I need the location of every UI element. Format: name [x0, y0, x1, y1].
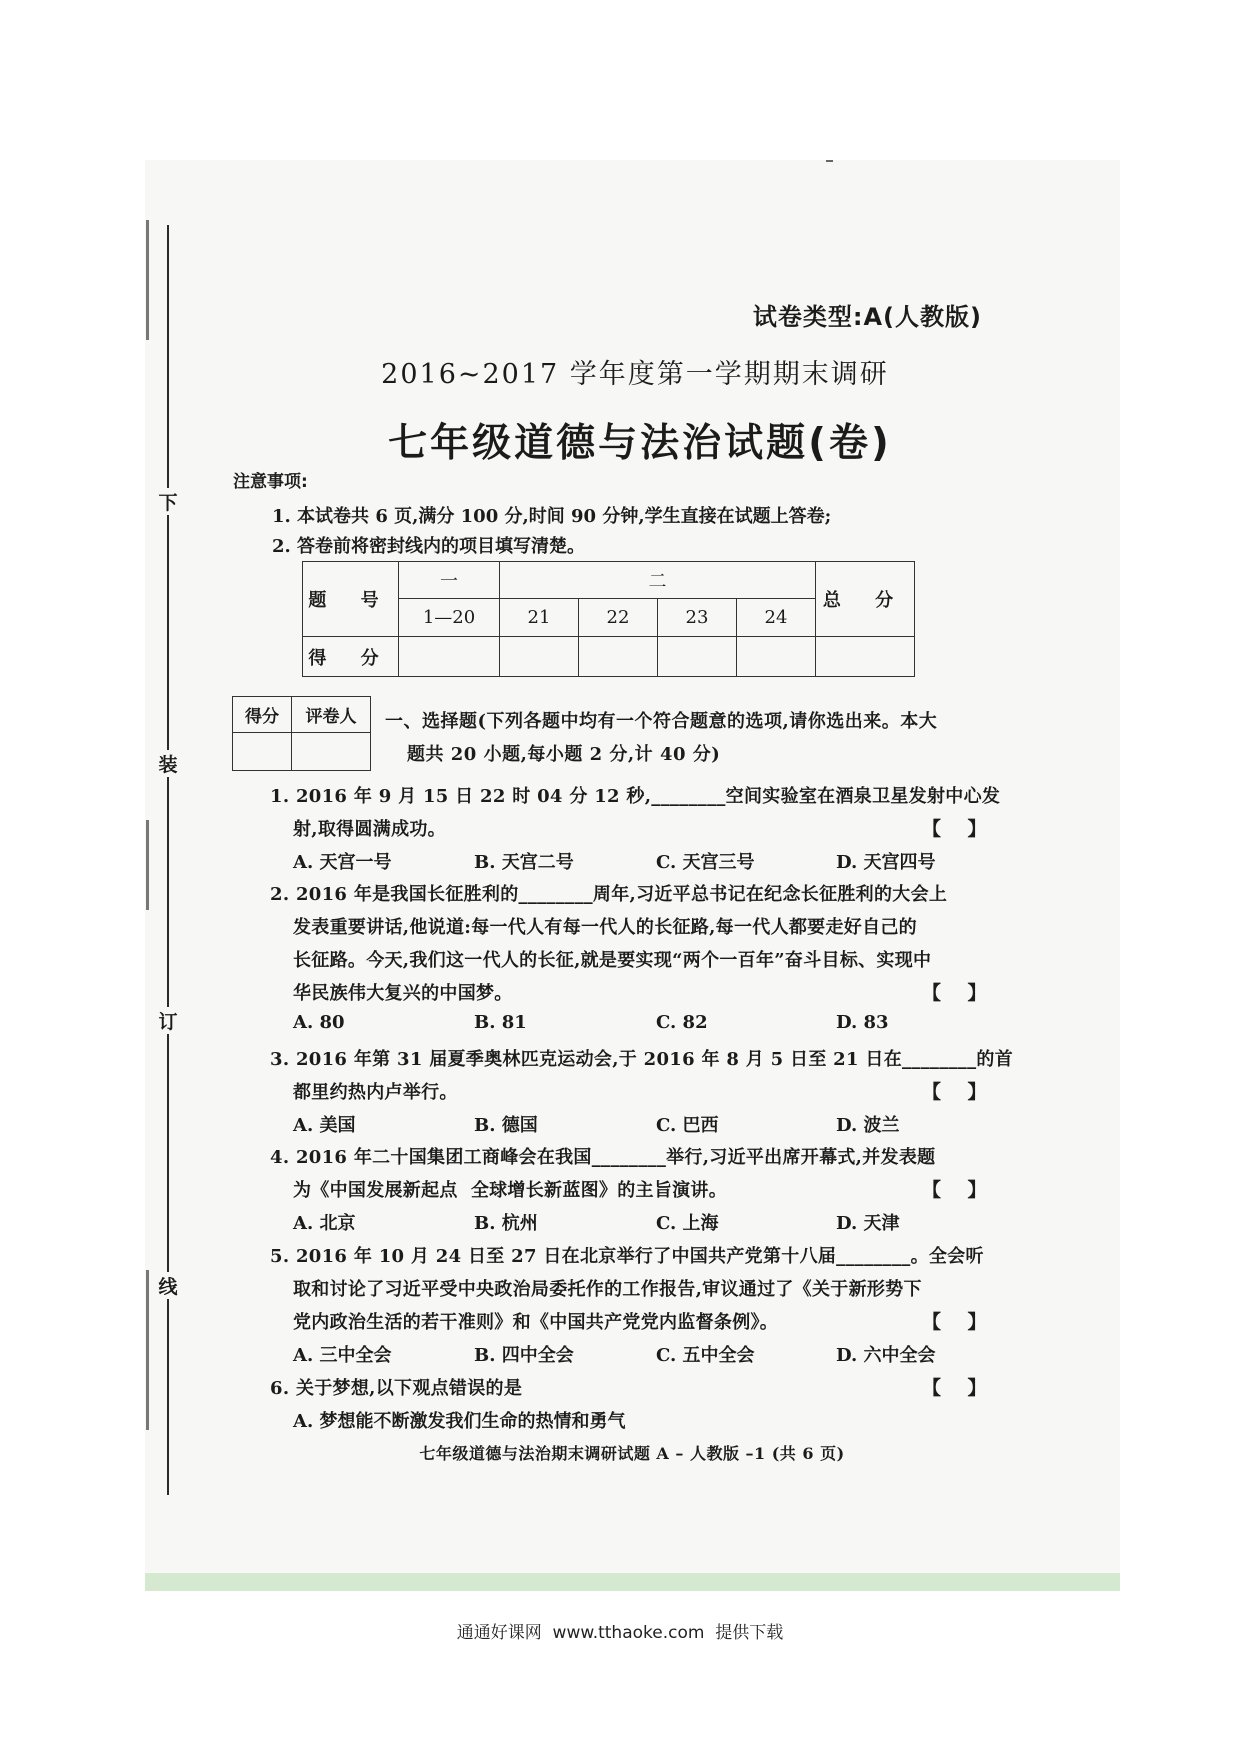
question-4-line: 为《中国发展新起点 全球增长新蓝图》的主旨演讲。 [293, 1180, 728, 1201]
grader-name-cell [292, 733, 371, 771]
option: A. 美国 [293, 1115, 356, 1136]
column-header: 22 [579, 599, 658, 637]
answer-bracket: 【 】 [922, 982, 987, 1004]
grader-score-label: 得分 [233, 697, 292, 733]
column-header: 1—20 [399, 599, 500, 637]
section-one-line: 一、选择题(下列各题中均有一个符合题意的选项,请你选出来。本大 [385, 711, 938, 732]
score-table [302, 561, 915, 677]
option: D. 六中全会 [836, 1345, 936, 1366]
grader-box [232, 696, 371, 771]
option: D. 波兰 [836, 1115, 900, 1136]
option: D. 天津 [836, 1213, 900, 1234]
option: B. 德国 [474, 1115, 538, 1136]
question-2-line: 华民族伟大复兴的中国梦。 [293, 983, 513, 1004]
section-one-header: 一 [399, 562, 500, 599]
column-header: 24 [737, 599, 816, 637]
column-header: 23 [658, 599, 737, 637]
score-cell [399, 637, 500, 677]
option: D. 83 [836, 1012, 889, 1033]
question-2-line: 长征路。今天,我们这一代人的长征,就是要实现“两个一百年”奋斗目标、实现中 [293, 950, 932, 971]
page-bottom-strip [145, 1573, 1120, 1591]
answer-bracket: 【 】 [922, 818, 987, 840]
row-label-score: 得 分 [303, 637, 399, 677]
section-two-header: 二 [500, 562, 816, 599]
answer-bracket: 【 】 [922, 1377, 987, 1399]
option: C. 巴西 [656, 1115, 719, 1136]
total-header: 总 分 [816, 562, 915, 637]
question-4-line: 4. 2016 年二十国集团工商峰会在我国________举行,习近平出席开幕式,并发表题 [270, 1147, 936, 1168]
score-cell [579, 637, 658, 677]
page-footer: 七年级道德与法治期末调研试题 A – 人教版 –1 (共 6 页) [419, 1444, 845, 1463]
option: A. 天宫一号 [293, 852, 392, 873]
binding-char-xia: 下 [156, 488, 180, 515]
exam-year-line: 2016~2017 学年度第一学期期末调研 [381, 359, 889, 390]
question-5-line: 取和讨论了习近平受中央政治局委托作的工作报告,审议通过了《关于新形势下 [293, 1279, 922, 1300]
section-one-line: 题共 20 小题,每小题 2 分,计 40 分) [407, 744, 721, 765]
option: A. 80 [293, 1012, 345, 1033]
page-edge-mark [146, 820, 149, 910]
notice-heading: 注意事项: [233, 472, 308, 492]
notice-item: 1. 本试卷共 6 页,满分 100 分,时间 90 分钟,学生直接在试题上答卷; [272, 506, 832, 527]
option: A. 北京 [293, 1213, 356, 1234]
option: B. 天宫二号 [474, 852, 574, 873]
option: C. 五中全会 [656, 1345, 755, 1366]
question-3-line: 都里约热内卢举行。 [293, 1082, 458, 1103]
row-label-question-number: 题 号 [303, 562, 399, 637]
option: C. 天宫三号 [656, 852, 755, 873]
exam-type-label: 试卷类型:A(人教版) [752, 303, 982, 331]
option: A. 三中全会 [293, 1345, 392, 1366]
page-edge-mark [146, 1270, 149, 1430]
option: D. 天宫四号 [836, 852, 936, 873]
option: B. 四中全会 [474, 1345, 574, 1366]
option: B. 81 [474, 1012, 527, 1033]
question-5-line: 党内政治生活的若干准则》和《中国共产党党内监督条例》。 [293, 1312, 779, 1333]
binding-char-ding: 订 [156, 1007, 180, 1034]
score-cell [816, 637, 915, 677]
notice-item: 2. 答卷前将密封线内的项目填写清楚。 [272, 536, 586, 557]
option: C. 上海 [656, 1213, 719, 1234]
question-5-line: 5. 2016 年 10 月 24 日至 27 日在北京举行了中国共产党第十八届________。全会听 [270, 1246, 984, 1267]
question-1-line: 射,取得圆满成功。 [293, 819, 446, 840]
answer-bracket: 【 】 [922, 1179, 987, 1201]
score-cell [737, 637, 816, 677]
score-cell [658, 637, 737, 677]
question-2-line: 发表重要讲话,他说道:每一代人有每一代人的长征路,每一代人都要走好自己的 [293, 917, 917, 938]
section-one-instructions [385, 705, 985, 771]
score-cell [500, 637, 579, 677]
question-2-line: 2. 2016 年是我国长征胜利的________周年,习近平总书记在纪念长征胜利的大会上 [270, 884, 948, 905]
exam-title: 七年级道德与法治试题(卷) [388, 421, 892, 466]
column-header: 21 [500, 599, 579, 637]
question-3-line: 3. 2016 年第 31 届夏季奥林匹克运动会,于 2016 年 8 月 5 日至 21 日在________的首 [270, 1049, 1013, 1070]
option: A. 梦想能不断激发我们生命的热情和勇气 [293, 1411, 626, 1432]
answer-bracket: 【 】 [922, 1311, 987, 1333]
option: B. 杭州 [474, 1213, 538, 1234]
page-edge-mark [146, 220, 149, 340]
download-credit: 通通好课网 www.tthaoke.com 提供下载 [456, 1623, 784, 1643]
question-6-line: 6. 关于梦想,以下观点错误的是 [270, 1378, 523, 1399]
binding-char-xian: 线 [156, 1272, 180, 1299]
answer-bracket: 【 】 [922, 1081, 987, 1103]
grader-score-cell [233, 733, 292, 771]
scan-speck [826, 160, 833, 162]
grader-name-label: 评卷人 [292, 697, 371, 733]
binding-char-zhuang: 装 [156, 750, 180, 777]
option: C. 82 [656, 1012, 708, 1033]
question-1-line: 1. 2016 年 9 月 15 日 22 时 04 分 12 秒,________空间实验室在酒泉卫星发射中心发 [270, 786, 1001, 807]
